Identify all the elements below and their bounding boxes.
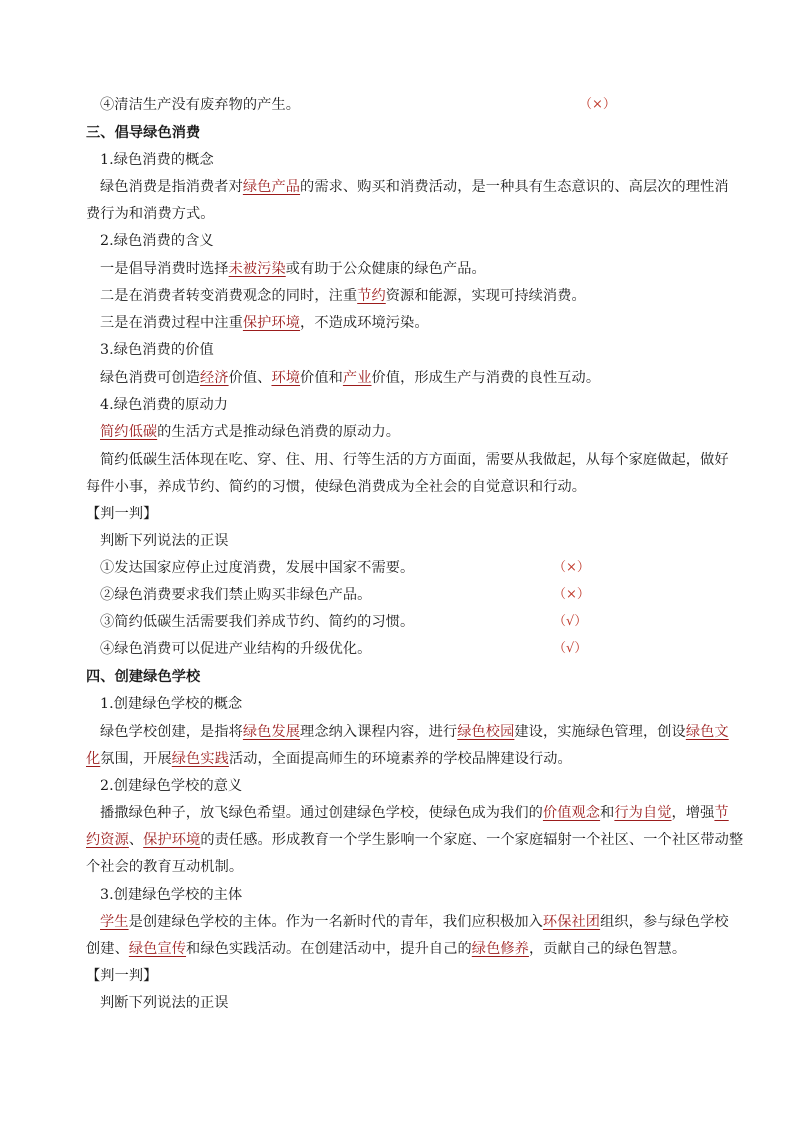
judge-heading	[86, 966, 157, 986]
keyword-underlined: 经济	[200, 370, 229, 386]
paragraph-line	[100, 259, 486, 279]
text-run: 四、创建绿色学校	[86, 669, 201, 685]
text-run: ，增强	[671, 805, 715, 821]
paragraph-line	[86, 477, 586, 497]
subheading-value	[100, 340, 214, 360]
subheading-concept	[100, 150, 214, 170]
keyword-underlined: 行为自觉	[614, 805, 672, 821]
keyword-underlined: 节约	[357, 288, 386, 304]
text-run: 2.创建绿色学校的意义	[100, 778, 243, 794]
text-run: 1.绿色消费的概念	[100, 152, 214, 168]
text-run: 资源和能源，实现可持续消费。	[385, 288, 586, 304]
keyword-underlined: 环境	[271, 370, 301, 386]
text-run: 、	[128, 832, 144, 848]
subheading-motivation	[100, 395, 228, 415]
subheading-meaning	[100, 231, 214, 251]
keyword-underlined: 未被污染	[228, 261, 286, 277]
text-run: 播撒绿色种子，放飞绿色希望。通过创建绿色学校，使绿色成为我们的	[100, 805, 543, 821]
statement-3	[100, 612, 414, 632]
keyword-underlined: 绿色产品	[242, 179, 301, 195]
keyword-underlined: 绿色发展	[242, 724, 301, 740]
paragraph-line	[100, 450, 729, 470]
text-run: 绿色消费可创造	[100, 370, 201, 386]
text-run: 价值和	[300, 370, 343, 386]
text-run: 费行为和消费方式。	[86, 206, 215, 222]
statement-1	[100, 558, 414, 578]
text-run: ④绿色消费可以促进产业结构的升级优化。	[100, 641, 372, 657]
text-run: 建设，实施绿色管理，创设	[514, 724, 686, 740]
paragraph-line	[86, 830, 743, 850]
text-run: ②绿色消费要求我们禁止购买非绿色产品。	[100, 587, 372, 603]
subheading-school-meaning	[100, 776, 242, 796]
keyword-underlined: 保护环境	[143, 832, 201, 848]
text-run: ①发达国家应停止过度消费，发展中国家不需要。	[100, 560, 415, 576]
text-run: 三是在消费过程中注重	[100, 315, 243, 331]
paragraph-line	[100, 368, 600, 388]
paragraph-line	[100, 803, 729, 823]
keyword-underlined: 环保社团	[542, 914, 601, 930]
text-run: 创建、	[86, 941, 129, 957]
section-heading-3	[86, 123, 200, 143]
text-run: 价值，形成生产与消费的良性互动。	[371, 370, 601, 386]
keyword-underlined: 保护环境	[242, 315, 301, 331]
keyword-underlined: 产业	[342, 370, 372, 386]
text-run: 理念纳入课程内容，进行	[300, 724, 458, 740]
text-run: 个社会的教育互动机制。	[86, 859, 244, 875]
text-run: 3.创建绿色学校的主体	[100, 887, 243, 903]
judge-instruction	[100, 531, 229, 551]
paragraph-line	[100, 422, 400, 442]
keyword-underlined: 简约低碳	[100, 424, 158, 440]
paragraph-line	[86, 939, 686, 959]
text-run: 价值、	[228, 370, 272, 386]
text-run: 绿色消费是指消费者对	[100, 179, 243, 195]
judgement-mark: （×）	[553, 560, 590, 575]
section-heading-4	[86, 667, 200, 687]
judge-heading	[86, 504, 157, 524]
keyword-underlined: 绿色实践	[171, 751, 229, 767]
statement-4	[100, 639, 371, 659]
keyword-underlined: 绿色校园	[457, 724, 515, 740]
judgement-mark: （×）	[579, 97, 616, 112]
text-run: 4.绿色消费的原动力	[100, 397, 229, 413]
text-run: 的生活方式是推动绿色消费的原动力。	[157, 424, 401, 440]
keyword-underlined: 节	[714, 805, 729, 821]
text-run: 氛围，开展	[100, 751, 172, 767]
judgement-mark: （√）	[553, 641, 588, 656]
keyword-underlined: 学生	[100, 914, 129, 930]
paragraph-line	[100, 177, 729, 197]
text-run: 的需求、购买和消费活动，是一种具有生态意识的、高层次的理性消	[300, 179, 729, 195]
paragraph-line	[100, 313, 429, 333]
paragraph-line	[100, 286, 586, 306]
text-run: ④清洁生产没有废弃物的产生。	[100, 97, 301, 113]
text-run: 一是倡导消费时选择	[100, 261, 229, 277]
text-run: 是创建绿色学校的主体。作为一名新时代的青年，我们应积极加入	[128, 914, 543, 930]
keyword-underlined: 绿色文	[685, 724, 729, 740]
paragraph-line	[86, 204, 215, 224]
statement-4-clean-production	[100, 95, 300, 115]
text-run: 判断下列说法的正误	[100, 995, 229, 1011]
judgement-mark: （×）	[553, 587, 590, 602]
text-run: 三、倡导绿色消费	[86, 125, 201, 141]
text-run: 活动，全面提高师生的环境素养的学校品牌建设行动。	[228, 751, 572, 767]
text-run: 1.创建绿色学校的概念	[100, 696, 243, 712]
judge-instruction	[100, 993, 229, 1013]
statement-2	[100, 585, 371, 605]
keyword-underlined: 约资源	[86, 832, 129, 848]
text-run: ③简约低碳生活需要我们养成节约、简约的习惯。	[100, 614, 415, 630]
text-run: 和绿色实践活动。在创建活动中，提升自己的	[186, 941, 472, 957]
text-run: 绿色学校创建，是指将	[100, 724, 243, 740]
paragraph-line	[86, 857, 243, 877]
keyword-underlined: 价值观念	[542, 805, 601, 821]
text-run: 【判一判】	[86, 968, 158, 984]
paragraph-line	[86, 749, 572, 769]
text-run: 简约低碳生活体现在吃、穿、住、用、行等生活的方方面面，需要从我做起，从每个家庭做起，做好	[100, 452, 729, 468]
text-run: 3.绿色消费的价值	[100, 342, 214, 358]
keyword-underlined: 绿色修养	[471, 941, 529, 957]
judgement-mark: （√）	[553, 614, 588, 629]
text-run: 和	[600, 805, 615, 821]
text-run: 组织，参与绿色学校	[600, 914, 729, 930]
paragraph-line	[100, 722, 729, 742]
text-run: ，不造成环境污染。	[300, 315, 429, 331]
text-run: 2.绿色消费的含义	[100, 233, 214, 249]
text-run: 或有助于公众健康的绿色产品。	[285, 261, 486, 277]
text-run: ，贡献自己的绿色智慧。	[528, 941, 687, 957]
subheading-school-subject	[100, 885, 242, 905]
text-run: 的责任感。形成教育一个学生影响一个家庭、一个家庭辐射一个社区、一个社区带动整	[200, 832, 744, 848]
keyword-underlined: 化	[86, 751, 101, 767]
text-run: 【判一判】	[86, 506, 158, 522]
text-run: 判断下列说法的正误	[100, 533, 229, 549]
keyword-underlined: 绿色宣传	[128, 941, 187, 957]
paragraph-line	[100, 912, 729, 932]
text-run: 二是在消费者转变消费观念的同时，注重	[100, 288, 358, 304]
subheading-school-concept	[100, 694, 242, 714]
text-run: 每件小事，养成节约、简约的习惯，使绿色消费成为全社会的自觉意识和行动。	[86, 479, 587, 495]
